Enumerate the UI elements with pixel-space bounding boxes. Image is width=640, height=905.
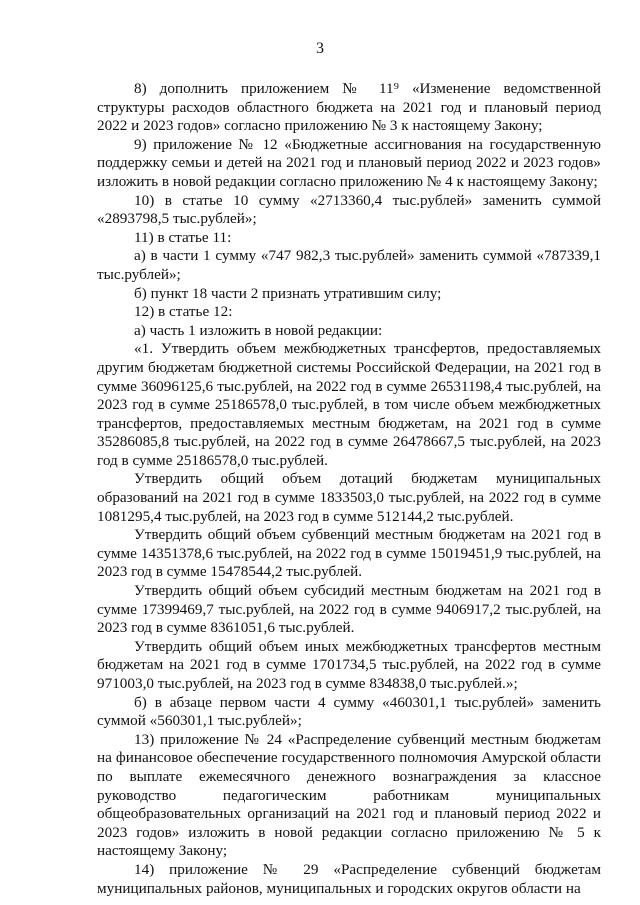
paragraph-transfers-total: «1. Утвердить объем межбюджетных трансфертов, предоставляемых другим бюджетам бюджетной системы Российской Федерации, на 2021 год в сумме 36096125,6 тыс.рублей, на 2022 год в сумме 26531198,4 тыс.рублей, на 2023 год в сумме 25186578,0 тыс.рублей, в том числе объем межбюджетных трансфертов, предоставляемых местным бюджетам, на 2021 год в сумме 35286085,8 тыс.рублей, на 2022 год в сумме 26478667,5 тыс.рублей, на 2023 год в сумме 25186578,0 тыс.рублей.	[97, 340, 601, 469]
paragraph-subventions: Утвердить общий объем субвенций местным бюджетам на 2021 год в сумме 14351378,6 тыс.рублей, на 2022 год в сумме 15019451,9 тыс.рублей, на 2023 год в сумме 15478544,2 тыс.рублей.	[97, 526, 601, 581]
paragraph-item-12-b: б) в абзаце первом части 4 сумму «460301,1 тыс.рублей» заменить суммой «560301,1 тыс.рублей»;	[97, 693, 601, 730]
paragraph-item-12: 12) в статье 12:	[134, 303, 233, 321]
paragraph-item-14: 14) приложение № 29 «Распределение субвенций бюджетам муниципальных районов, муниципальных и городских округов области на	[97, 860, 601, 897]
paragraph-item-11-a: а) в части 1 сумму «747 982,3 тыс.рублей» заменить суммой «787339,1 тыс.рублей»;	[97, 247, 601, 283]
paragraph-item-12-a: а) часть 1 изложить в новой редакции:	[134, 321, 383, 339]
paragraph-item-10: 10) в статье 10 сумму «2713360,4 тыс.рублей» заменить суммой «2893798,5 тыс.рублей»;	[97, 191, 601, 228]
paragraph-subsidies: Утвердить общий объем субсидий местным бюджетам на 2021 год в сумме 17399469,7 тыс.рублей, на 2022 год в сумме 9406917,2 тыс.рублей, на 2023 год в сумме 8361051,6 тыс.рублей.	[97, 582, 601, 637]
page-number: 3	[316, 40, 324, 57]
paragraph-other-transfers: Утвердить общий объем иных межбюджетных трансфертов местным бюджетам на 2021 год в сумме 1701734,5 тыс.рублей, на 2022 год в сумме 971003,0 тыс.рублей, на 2023 год в сумме 834838,0 тыс.рублей.»;	[97, 637, 601, 692]
paragraph-item-9: 9) приложение № 12 «Бюджетные ассигнования на государственную поддержку семьи и детей на 2021 год и плановый период 2022 и 2023 годов» изложить в новой редакции согласно приложению № 4 к настоящему Закону;	[97, 135, 601, 190]
paragraph-item-13: 13) приложение № 24 «Распределение субвенций местным бюджетам на финансовое обеспечение государственного полномочия Амурской области по выплате ежемесячного денежного вознаграждения за классное руководство педагогическим работникам муниципальных общеобразовательных организаций на 2021 год и плановый период 2022 и 2023 годов» изложить в новой редакции согласно приложению № 5 к настоящему Закону;	[97, 730, 601, 860]
paragraph-dotations: Утвердить общий объем дотаций бюджетам муниципальных образований на 2021 год в сумме 1833503,0 тыс.рублей, на 2022 год в сумме 1081295,4 тыс.рублей, на 2023 год в сумме 512144,2 тыс.рублей.	[97, 470, 601, 525]
paragraph-item-11-b: б) пункт 18 части 2 признать утратившим силу;	[134, 284, 442, 302]
document-body	[97, 80, 601, 898]
paragraph-item-11: 11) в статье 11:	[134, 228, 232, 246]
paragraph-item-8: 8) дополнить приложением № 11⁹ «Изменение ведомственной структуры расходов областного бюджета на 2021 год и плановый период 2022 и 2023 годов» согласно приложению № 3 к настоящему Закону;	[97, 80, 601, 135]
